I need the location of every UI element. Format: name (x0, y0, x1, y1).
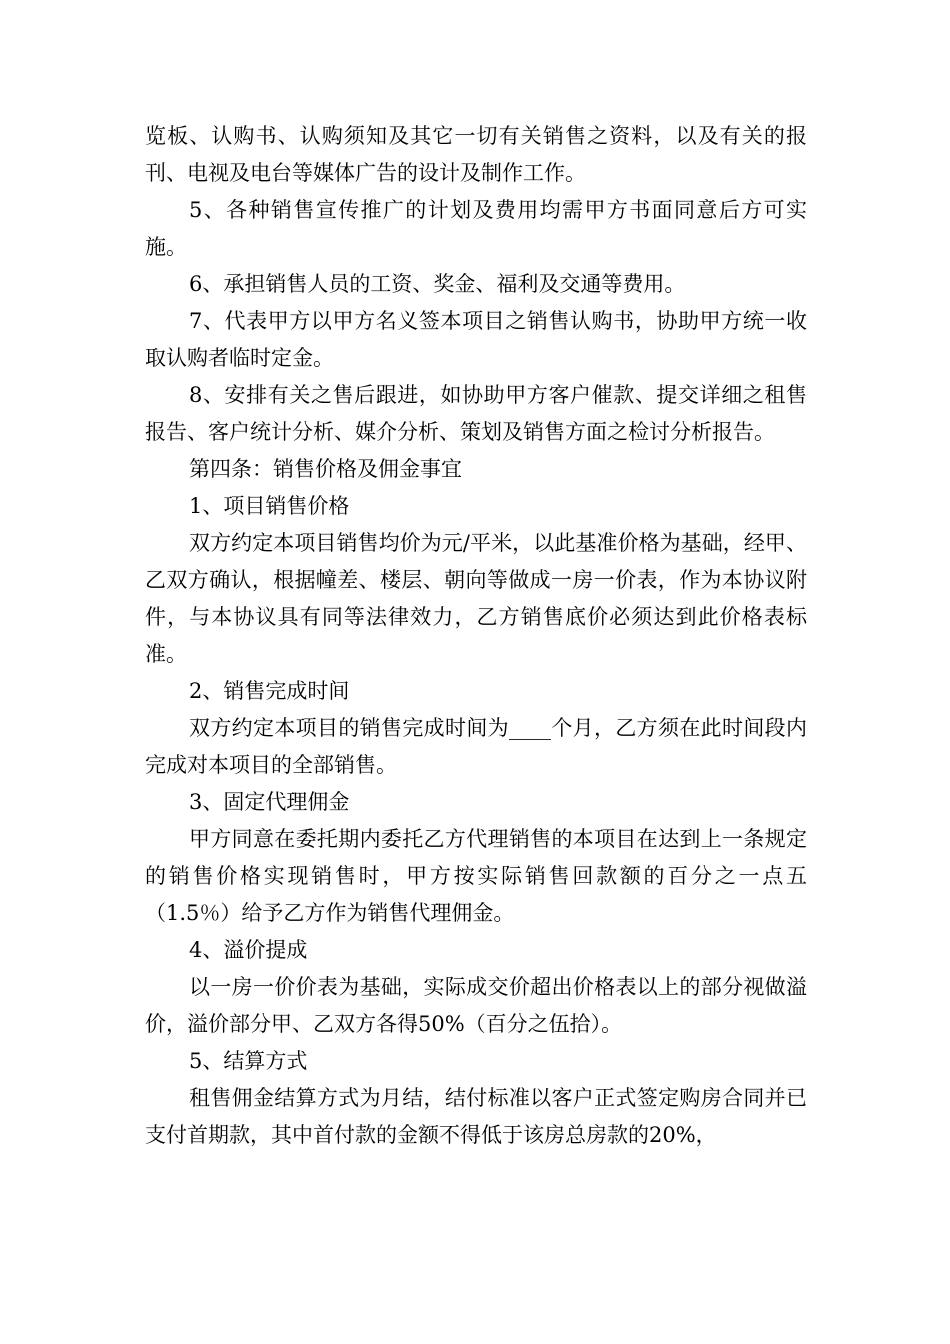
subheading-5: 5、结算方式 (189, 1049, 308, 1073)
subheading-1: 1、项目销售价格 (189, 494, 350, 518)
paragraph-4: 7、代表甲方以甲方名义签本项目之销售认购书，协助甲方统一收取认购者临时定金。 (145, 309, 807, 370)
paragraph-3: 6、承担销售人员的工资、奖金、福利及交通等费用。 (189, 272, 686, 296)
paragraph-7: 双方约定本项目的销售完成时间为____个月，乙方须在此时间段内完成对本项目的全部销售。 (145, 716, 807, 777)
paragraph-8: 甲方同意在委托期内委托乙方代理销售的本项目在达到上一条规定的销售价格实现销售时，甲方按实际销售回款额的百分之一点五（1.5％）给予乙方作为销售代理佣金。 (145, 827, 807, 925)
paragraph-5: 8、安排有关之售后跟进，如协助甲方客户催款、提交详细之租售报告、客户统计分析、媒介分析、策划及销售方面之检讨分析报告。 (145, 383, 807, 444)
paragraph-2: 5、各种销售宣传推广的计划及费用均需甲方书面同意后方可实施。 (145, 198, 807, 259)
section-heading: 第四条：销售价格及佣金事宜 (189, 457, 462, 481)
subheading-3: 3、固定代理佣金 (189, 790, 350, 814)
subheading-4: 4、溢价提成 (189, 938, 308, 962)
paragraph-1: 览板、认购书、认购须知及其它一切有关销售之资料，以及有关的报刊、电视及电台等媒体广告的设计及制作工作。 (145, 124, 807, 185)
document-body (145, 118, 807, 1154)
paragraph-6: 双方约定本项目销售均价为元/平米，以此基准价格为基础，经甲、乙双方确认，根据幢差、楼层、朝向等做成一房一价表，作为本协议附件，与本协议具有同等法律效力，乙方销售底价必须达到此价格表标准。 (145, 531, 807, 666)
paragraph-10: 租售佣金结算方式为月结，结付标准以客户正式签定购房合同并已支付首期款，其中首付款的金额不得低于该房总房款的20%， (145, 1086, 807, 1147)
subheading-2: 2、销售完成时间 (189, 679, 350, 703)
paragraph-9: 以一房一价价表为基础，实际成交价超出价格表以上的部分视做溢价，溢价部分甲、乙双方各得50%（百分之伍拾）。 (145, 975, 807, 1036)
